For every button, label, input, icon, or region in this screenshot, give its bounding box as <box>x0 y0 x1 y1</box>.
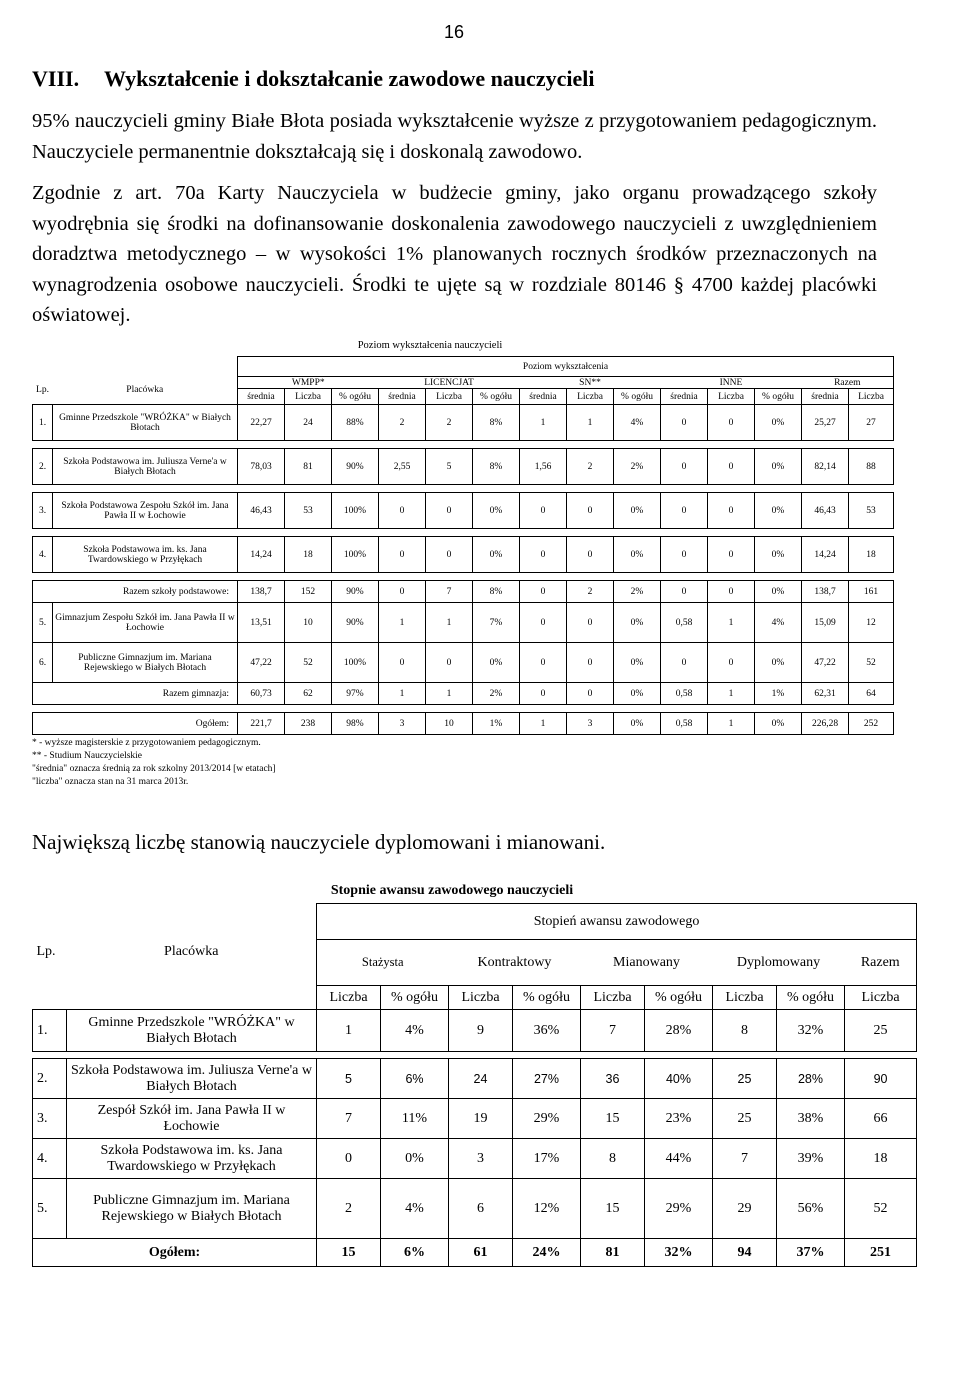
t2-sub: Liczba <box>449 986 513 1010</box>
cell: 0 <box>379 581 426 603</box>
cell: 1 <box>708 603 755 643</box>
cell: 10 <box>285 603 332 643</box>
row-name: Szkoła Podstawowa Zespołu Szkół im. Jana Pawła II w Łochowie <box>53 493 238 529</box>
t2-sub: % ogółu <box>777 986 845 1010</box>
table2-group-stazysta: Stażysta <box>317 940 449 986</box>
cell: 12% <box>513 1179 581 1239</box>
cell: 0% <box>473 643 520 683</box>
cell: 0 <box>520 603 567 643</box>
cell: 3 <box>567 713 614 735</box>
cell: 1 <box>708 683 755 705</box>
row-name: Szkoła Podstawowa im. ks. Jana Twardowskiego w Przyłękach <box>67 1139 317 1179</box>
table-row <box>33 537 894 573</box>
cell: 46,43 <box>802 493 849 529</box>
row-lp: 2. <box>33 449 53 485</box>
cell: 252 <box>849 713 894 735</box>
table1-group-inne: INNE <box>661 377 802 389</box>
cell: 18 <box>285 537 332 573</box>
table1-notes <box>32 737 276 789</box>
cell: 47,22 <box>802 643 849 683</box>
cell: 39% <box>777 1139 845 1179</box>
table-row <box>33 603 894 643</box>
note-line: * - wyższe magisterskie z przygotowaniem pedagogicznym. <box>32 738 261 748</box>
total-label: Ogółem: <box>33 713 238 735</box>
cell: 0 <box>567 683 614 705</box>
table1-group-wmpp: WMPP* <box>238 377 379 389</box>
cell: 7 <box>713 1139 777 1179</box>
row-lp: 4. <box>33 1139 67 1179</box>
cell: 0 <box>426 643 473 683</box>
cell: 152 <box>285 581 332 603</box>
cell: 7% <box>473 603 520 643</box>
cell: 0,58 <box>661 683 708 705</box>
cell: 138,7 <box>238 581 285 603</box>
cell: 4% <box>381 1179 449 1239</box>
row-name: Publiczne Gimnazjum im. Mariana Rejewskiego w Białych Błotach <box>67 1179 317 1239</box>
cell: 25 <box>845 1010 917 1052</box>
cell: 8% <box>473 449 520 485</box>
cell: 9 <box>449 1010 513 1052</box>
cell: 4% <box>381 1010 449 1052</box>
cell: 2% <box>614 581 661 603</box>
cell: 0 <box>661 643 708 683</box>
cell: 100% <box>332 537 379 573</box>
cell: 32% <box>777 1010 845 1052</box>
cell: 0% <box>614 643 661 683</box>
cell: 61 <box>449 1239 513 1267</box>
cell: 7 <box>426 581 473 603</box>
table2-header-top: Stopień awansu zawodowego <box>317 904 917 940</box>
cell: 1 <box>426 603 473 643</box>
table1-group-sn: SN** <box>520 377 661 389</box>
t1-sub: Liczba <box>849 389 894 405</box>
cell: 0 <box>567 643 614 683</box>
cell: 1 <box>317 1010 381 1052</box>
cell: 88% <box>332 405 379 441</box>
cell: 97% <box>332 683 379 705</box>
cell: 0 <box>661 581 708 603</box>
cell: 221,7 <box>238 713 285 735</box>
row-name: Gimnazjum Zespołu Szkół im. Jana Pawła II w Łochowie <box>53 603 238 643</box>
cell: 44% <box>645 1139 713 1179</box>
cell: 1 <box>520 713 567 735</box>
cell: 18 <box>845 1139 917 1179</box>
cell: 1% <box>473 713 520 735</box>
table1-group-licencjat: LICENCJAT <box>379 377 520 389</box>
cell: 53 <box>849 493 894 529</box>
cell: 0 <box>567 537 614 573</box>
cell: 2,55 <box>379 449 426 485</box>
cell: 28% <box>645 1010 713 1052</box>
cell: 0% <box>614 713 661 735</box>
cell: 100% <box>332 643 379 683</box>
note-line: ** - Studium Nauczycielskie <box>32 751 143 761</box>
cell: 0% <box>614 537 661 573</box>
row-lp: 5. <box>33 603 53 643</box>
cell: 52 <box>849 643 894 683</box>
cell: 56% <box>777 1179 845 1239</box>
table-row <box>33 1059 917 1099</box>
cell: 66 <box>845 1099 917 1139</box>
cell: 8 <box>713 1010 777 1052</box>
cell: 3 <box>379 713 426 735</box>
table-row <box>33 1099 917 1139</box>
row-lp: 6. <box>33 643 53 683</box>
t1-sub: średnia <box>802 389 849 405</box>
t1-sub: % ogółu <box>332 389 379 405</box>
row-name: Gminne Przedszkole "WRÓŻKA" w Białych Błotach <box>53 405 238 441</box>
cell: 238 <box>285 713 332 735</box>
note-line: "średnia" oznacza średnią za rok szkolny 2013/2014 [w etatach] <box>32 764 276 774</box>
t1-sub: Liczba <box>426 389 473 405</box>
cell: 23% <box>645 1099 713 1139</box>
cell: 19 <box>449 1099 513 1139</box>
cell: 161 <box>849 581 894 603</box>
total-label: Ogółem: <box>33 1239 317 1267</box>
cell: 0 <box>708 643 755 683</box>
cell: 18 <box>849 537 894 573</box>
cell: 14,24 <box>238 537 285 573</box>
cell: 0% <box>755 713 802 735</box>
sum-row-gim <box>33 683 894 705</box>
cell: 6% <box>381 1239 449 1267</box>
cell: 0 <box>567 493 614 529</box>
cell: 15 <box>317 1239 381 1267</box>
cell: 0 <box>520 493 567 529</box>
t2-sub: Liczba <box>581 986 645 1010</box>
cell: 2% <box>614 449 661 485</box>
cell: 40% <box>645 1059 713 1099</box>
cell: 81 <box>581 1239 645 1267</box>
cell: 24 <box>449 1059 513 1099</box>
cell: 53 <box>285 493 332 529</box>
row-name: Gminne Przedszkole "WRÓŻKA" w Białych Błotach <box>67 1010 317 1052</box>
section-number: VIII. <box>32 66 80 91</box>
cell: 0 <box>426 493 473 529</box>
table2-group-mianowany: Mianowany <box>581 940 713 986</box>
table1-group-razem: Razem <box>802 377 894 389</box>
t1-sub: Liczba <box>285 389 332 405</box>
cell: 0% <box>755 449 802 485</box>
table-row <box>33 405 894 441</box>
cell: 60,73 <box>238 683 285 705</box>
cell: 0 <box>520 581 567 603</box>
section-heading <box>32 66 594 92</box>
cell: 32% <box>645 1239 713 1267</box>
t1-sub: Liczba <box>708 389 755 405</box>
cell: 0 <box>708 537 755 573</box>
cell: 6 <box>449 1179 513 1239</box>
cell: 46,43 <box>238 493 285 529</box>
table1-title: Poziom wykształcenia nauczycieli <box>357 340 503 351</box>
t1-sub: średnia <box>379 389 426 405</box>
cell: 2 <box>379 405 426 441</box>
cell: 29 <box>713 1179 777 1239</box>
t2-sub: Liczba <box>845 986 917 1010</box>
row-name: Zespół Szkół im. Jana Pawła II w Łochowie <box>67 1099 317 1139</box>
cell: 0% <box>755 581 802 603</box>
cell: 0 <box>317 1139 381 1179</box>
cell: 78,03 <box>238 449 285 485</box>
table-row <box>33 449 894 485</box>
paragraph-3: Największą liczbę stanowią nauczyciele dyplomowani i mianowani. <box>32 830 606 854</box>
cell: 88 <box>849 449 894 485</box>
cell: 7 <box>581 1010 645 1052</box>
cell: 24% <box>513 1239 581 1267</box>
paragraph-1: 95% nauczycieli gminy Białe Błota posiada wykształcenie wyższe z przygotowaniem pedagogicznym. Nauczyciele permanentnie dokształcają się i doskonalą zawodowo. <box>32 110 877 163</box>
table2-group-razem: Razem <box>845 940 917 986</box>
table-row <box>33 493 894 529</box>
cell: 38% <box>777 1099 845 1139</box>
cell: 1,56 <box>520 449 567 485</box>
t1-sub: średnia <box>661 389 708 405</box>
row-lp: 1. <box>33 1010 67 1052</box>
cell: 90 <box>845 1059 917 1099</box>
t2-sub: % ogółu <box>381 986 449 1010</box>
row-lp: 4. <box>33 537 53 573</box>
t2-sub: % ogółu <box>645 986 713 1010</box>
cell: 0,58 <box>661 603 708 643</box>
cell: 5 <box>317 1059 381 1099</box>
row-lp: 1. <box>33 405 53 441</box>
cell: 1 <box>379 683 426 705</box>
cell: 90% <box>332 603 379 643</box>
row-lp: 5. <box>33 1179 67 1239</box>
t1-sub: % ogółu <box>614 389 661 405</box>
cell: 1 <box>708 713 755 735</box>
cell: 27% <box>513 1059 581 1099</box>
row-lp: 3. <box>33 493 53 529</box>
cell: 90% <box>332 449 379 485</box>
table-row <box>33 1139 917 1179</box>
cell: 15 <box>581 1179 645 1239</box>
cell: 0 <box>708 493 755 529</box>
table1-header-top: Poziom wykształcenia <box>238 357 894 377</box>
cell: 2 <box>567 581 614 603</box>
row-name: Szkoła Podstawowa im. Juliusza Verne'a w Białych Błotach <box>53 449 238 485</box>
cell: 7 <box>317 1099 381 1139</box>
t1-sub: % ogółu <box>755 389 802 405</box>
row-name: Publiczne Gimnazjum im. Mariana Rejewskiego w Białych Błotach <box>53 643 238 683</box>
table2-col-lp: Lp. <box>33 940 67 1010</box>
row-name: Szkoła Podstawowa im. ks. Jana Twardowskiego w Przyłękach <box>53 537 238 573</box>
cell: 25 <box>713 1099 777 1139</box>
cell: 0% <box>473 493 520 529</box>
cell: 0 <box>708 449 755 485</box>
cell: 0% <box>614 603 661 643</box>
cell: 0 <box>520 537 567 573</box>
t1-sub: średnia <box>520 389 567 405</box>
cell: 12 <box>849 603 894 643</box>
cell: 8% <box>473 581 520 603</box>
cell: 25 <box>713 1059 777 1099</box>
cell: 2 <box>567 449 614 485</box>
cell: 1 <box>567 405 614 441</box>
cell: 10 <box>426 713 473 735</box>
sum-label: Razem gimnazja: <box>33 683 238 705</box>
cell: 1% <box>755 683 802 705</box>
promotion-table <box>32 903 917 1267</box>
cell: 4% <box>614 405 661 441</box>
cell: 0% <box>381 1139 449 1179</box>
cell: 0% <box>614 683 661 705</box>
cell: 28% <box>777 1059 845 1099</box>
t2-sub: % ogółu <box>513 986 581 1010</box>
cell: 8% <box>473 405 520 441</box>
cell: 0 <box>661 449 708 485</box>
cell: 15 <box>581 1099 645 1139</box>
cell: 0% <box>755 493 802 529</box>
cell: 0 <box>708 581 755 603</box>
cell: 0 <box>426 537 473 573</box>
cell: 6% <box>381 1059 449 1099</box>
cell: 24 <box>285 405 332 441</box>
cell: 25,27 <box>802 405 849 441</box>
cell: 2 <box>426 405 473 441</box>
cell: 2 <box>317 1179 381 1239</box>
cell: 0 <box>379 643 426 683</box>
total-row <box>33 713 894 735</box>
table2-col-placowka: Placówka <box>67 940 317 1010</box>
cell: 0 <box>661 405 708 441</box>
cell: 1 <box>426 683 473 705</box>
cell: 0 <box>661 493 708 529</box>
t1-sub: % ogółu <box>473 389 520 405</box>
cell: 0,58 <box>661 713 708 735</box>
cell: 138,7 <box>802 581 849 603</box>
table-row <box>33 643 894 683</box>
cell: 14,24 <box>802 537 849 573</box>
cell: 81 <box>285 449 332 485</box>
cell: 62,31 <box>802 683 849 705</box>
paragraph-2: Zgodnie z art. 70a Karty Nauczyciela w budżecie gminy, jako organu prowadzącego szkoły wyodrębnia się środki na dofinansowanie doskonalenia zawodowego nauczycieli z uwzględnieniem doradztwa metodycznego – w wysokości 1% planowanych rocznych środków przeznaczonych na wynagrodzenia osobowe nauczycieli. Środki te ujęte są w rozdziale 80146 § 4700 każdej placówki oświatowej. <box>32 182 877 326</box>
cell: 0% <box>755 537 802 573</box>
cell: 5 <box>426 449 473 485</box>
cell: 90% <box>332 581 379 603</box>
cell: 94 <box>713 1239 777 1267</box>
section-title: Wykształcenie i dokształcanie zawodowe nauczycieli <box>104 66 595 91</box>
table2-title: Stopnie awansu zawodowego nauczycieli <box>330 883 574 898</box>
cell: 47,22 <box>238 643 285 683</box>
cell: 52 <box>285 643 332 683</box>
cell: 29% <box>513 1099 581 1139</box>
t2-sub: Liczba <box>713 986 777 1010</box>
t2-sub: Liczba <box>317 986 381 1010</box>
cell: 22,27 <box>238 405 285 441</box>
row-name: Szkoła Podstawowa im. Juliusza Verne'a w Białych Błotach <box>67 1059 317 1099</box>
cell: 251 <box>845 1239 917 1267</box>
sum-label: Razem szkoły podstawowe: <box>33 581 238 603</box>
cell: 0% <box>473 537 520 573</box>
t1-sub: Liczba <box>567 389 614 405</box>
cell: 29% <box>645 1179 713 1239</box>
t1-sub: średnia <box>238 389 285 405</box>
education-table <box>32 356 894 735</box>
cell: 0 <box>520 643 567 683</box>
cell: 36% <box>513 1010 581 1052</box>
page-number: 16 <box>444 22 465 42</box>
cell: 0 <box>661 537 708 573</box>
cell: 0% <box>755 405 802 441</box>
cell: 1 <box>379 603 426 643</box>
cell: 11% <box>381 1099 449 1139</box>
cell: 8 <box>581 1139 645 1179</box>
cell: 0 <box>379 493 426 529</box>
cell: 15,09 <box>802 603 849 643</box>
note-line: "liczba" oznacza stan na 31 marca 2013r. <box>32 777 189 787</box>
cell: 100% <box>332 493 379 529</box>
cell: 52 <box>845 1179 917 1239</box>
table-row <box>33 1179 917 1239</box>
table1-col-placowka: Placówka <box>53 377 238 405</box>
total-row <box>33 1239 917 1267</box>
cell: 3 <box>449 1139 513 1179</box>
table2-group-dyplomowany: Dyplomowany <box>713 940 845 986</box>
cell: 98% <box>332 713 379 735</box>
cell: 0 <box>379 537 426 573</box>
sum-row-primary <box>33 581 894 603</box>
cell: 2% <box>473 683 520 705</box>
cell: 0% <box>614 493 661 529</box>
cell: 0 <box>567 603 614 643</box>
cell: 4% <box>755 603 802 643</box>
cell: 27 <box>849 405 894 441</box>
table2-group-kontraktowy: Kontraktowy <box>449 940 581 986</box>
cell: 82,14 <box>802 449 849 485</box>
cell: 62 <box>285 683 332 705</box>
cell: 64 <box>849 683 894 705</box>
table-row <box>33 1010 917 1052</box>
cell: 1 <box>520 405 567 441</box>
cell: 226,28 <box>802 713 849 735</box>
cell: 17% <box>513 1139 581 1179</box>
cell: 0 <box>708 405 755 441</box>
table1-col-lp: Lp. <box>33 377 53 405</box>
cell: 37% <box>777 1239 845 1267</box>
row-lp: 3. <box>33 1099 67 1139</box>
cell: 13,51 <box>238 603 285 643</box>
cell: 0 <box>520 683 567 705</box>
cell: 36 <box>581 1059 645 1099</box>
row-lp: 2. <box>33 1059 67 1099</box>
cell: 0% <box>755 643 802 683</box>
